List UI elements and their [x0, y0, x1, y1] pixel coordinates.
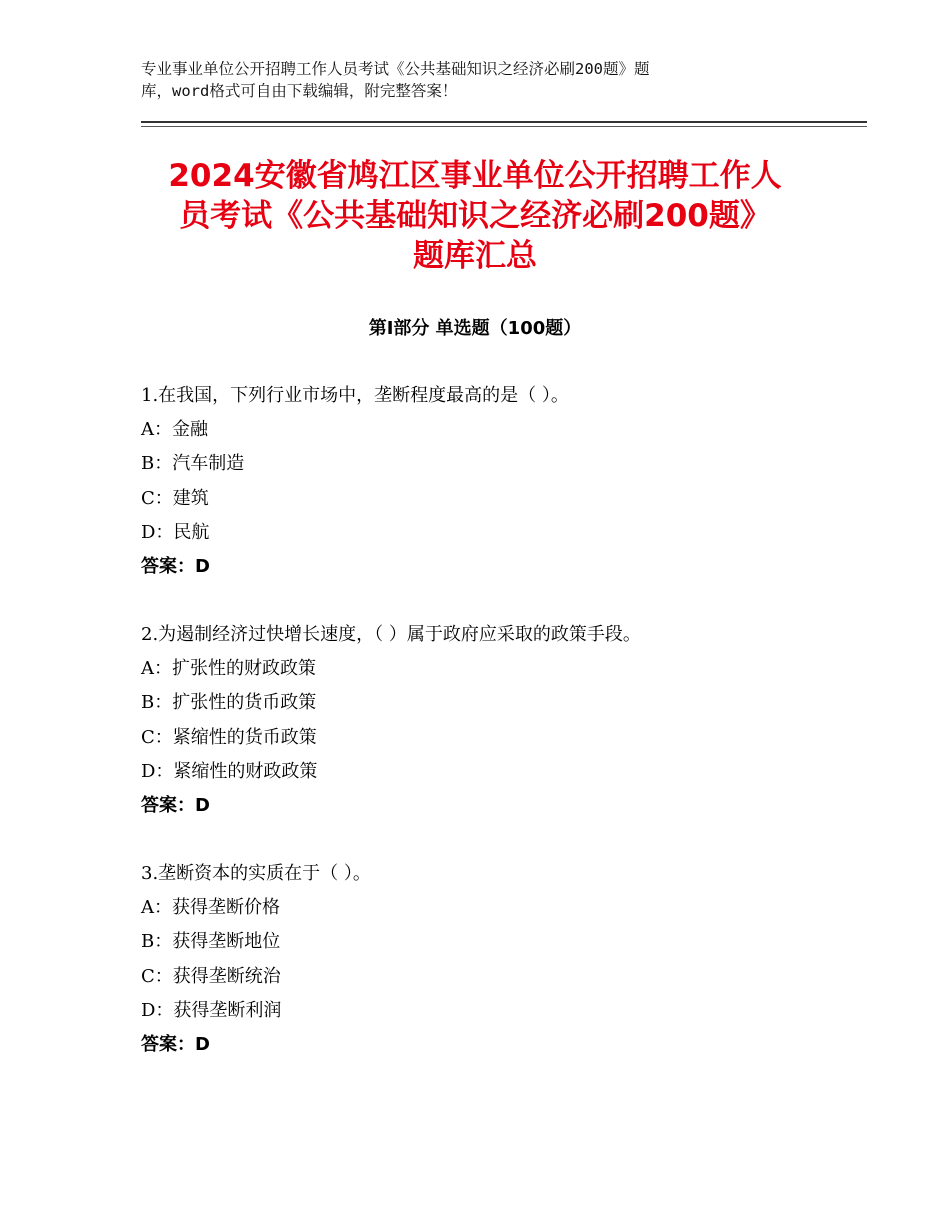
document-title [110, 156, 840, 276]
header-note-line-1: 专业事业单位公开招聘工作人员考试《公共基础知识之经济必刷200题》题 [141, 60, 650, 78]
document-header-note [141, 58, 781, 102]
option-a: A：扩张性的财政政策 [141, 658, 316, 680]
option-b: B：扩张性的货币政策 [141, 692, 317, 714]
answer-line: 答案：D [141, 555, 210, 577]
option-b: B：获得垄断地位 [141, 931, 281, 953]
option-c: C：紧缩性的货币政策 [141, 726, 317, 748]
option-c: C：获得垄断统治 [141, 965, 281, 987]
header-divider-thick [141, 121, 867, 123]
question-block [141, 857, 861, 1062]
title-line-3: 题库汇总 [413, 238, 537, 274]
header-note-line-2: 库，word格式可自由下载编辑，附完整答案！ [141, 82, 458, 100]
title-line-2: 员考试《公共基础知识之经济必刷200题》 [179, 198, 771, 234]
option-a: A：获得垄断价格 [141, 897, 280, 919]
question-stem: 1.在我国，下列行业市场中，垄断程度最高的是（ ）。 [141, 385, 569, 406]
section-title: 第Ⅰ部分 单选题（100题） [368, 318, 582, 339]
option-d: D：获得垄断利润 [141, 999, 282, 1021]
option-d: D：民航 [141, 521, 210, 543]
answer-line: 答案：D [141, 1033, 210, 1055]
option-c: C：建筑 [141, 487, 209, 509]
question-stem: 3.垄断资本的实质在于（ ）。 [141, 863, 371, 884]
option-d: D：紧缩性的财政政策 [141, 760, 318, 782]
header-divider-thin [141, 126, 867, 127]
answer-line: 答案：D [141, 794, 210, 816]
title-line-1: 2024安徽省鸠江区事业单位公开招聘工作人 [168, 158, 782, 194]
option-a: A：金融 [141, 419, 208, 441]
question-block [141, 379, 861, 584]
question-stem: 2.为遏制经济过快增长速度，（ ）属于政府应采取的政策手段。 [141, 624, 641, 645]
question-block [141, 618, 861, 823]
option-b: B：汽车制造 [141, 453, 245, 475]
